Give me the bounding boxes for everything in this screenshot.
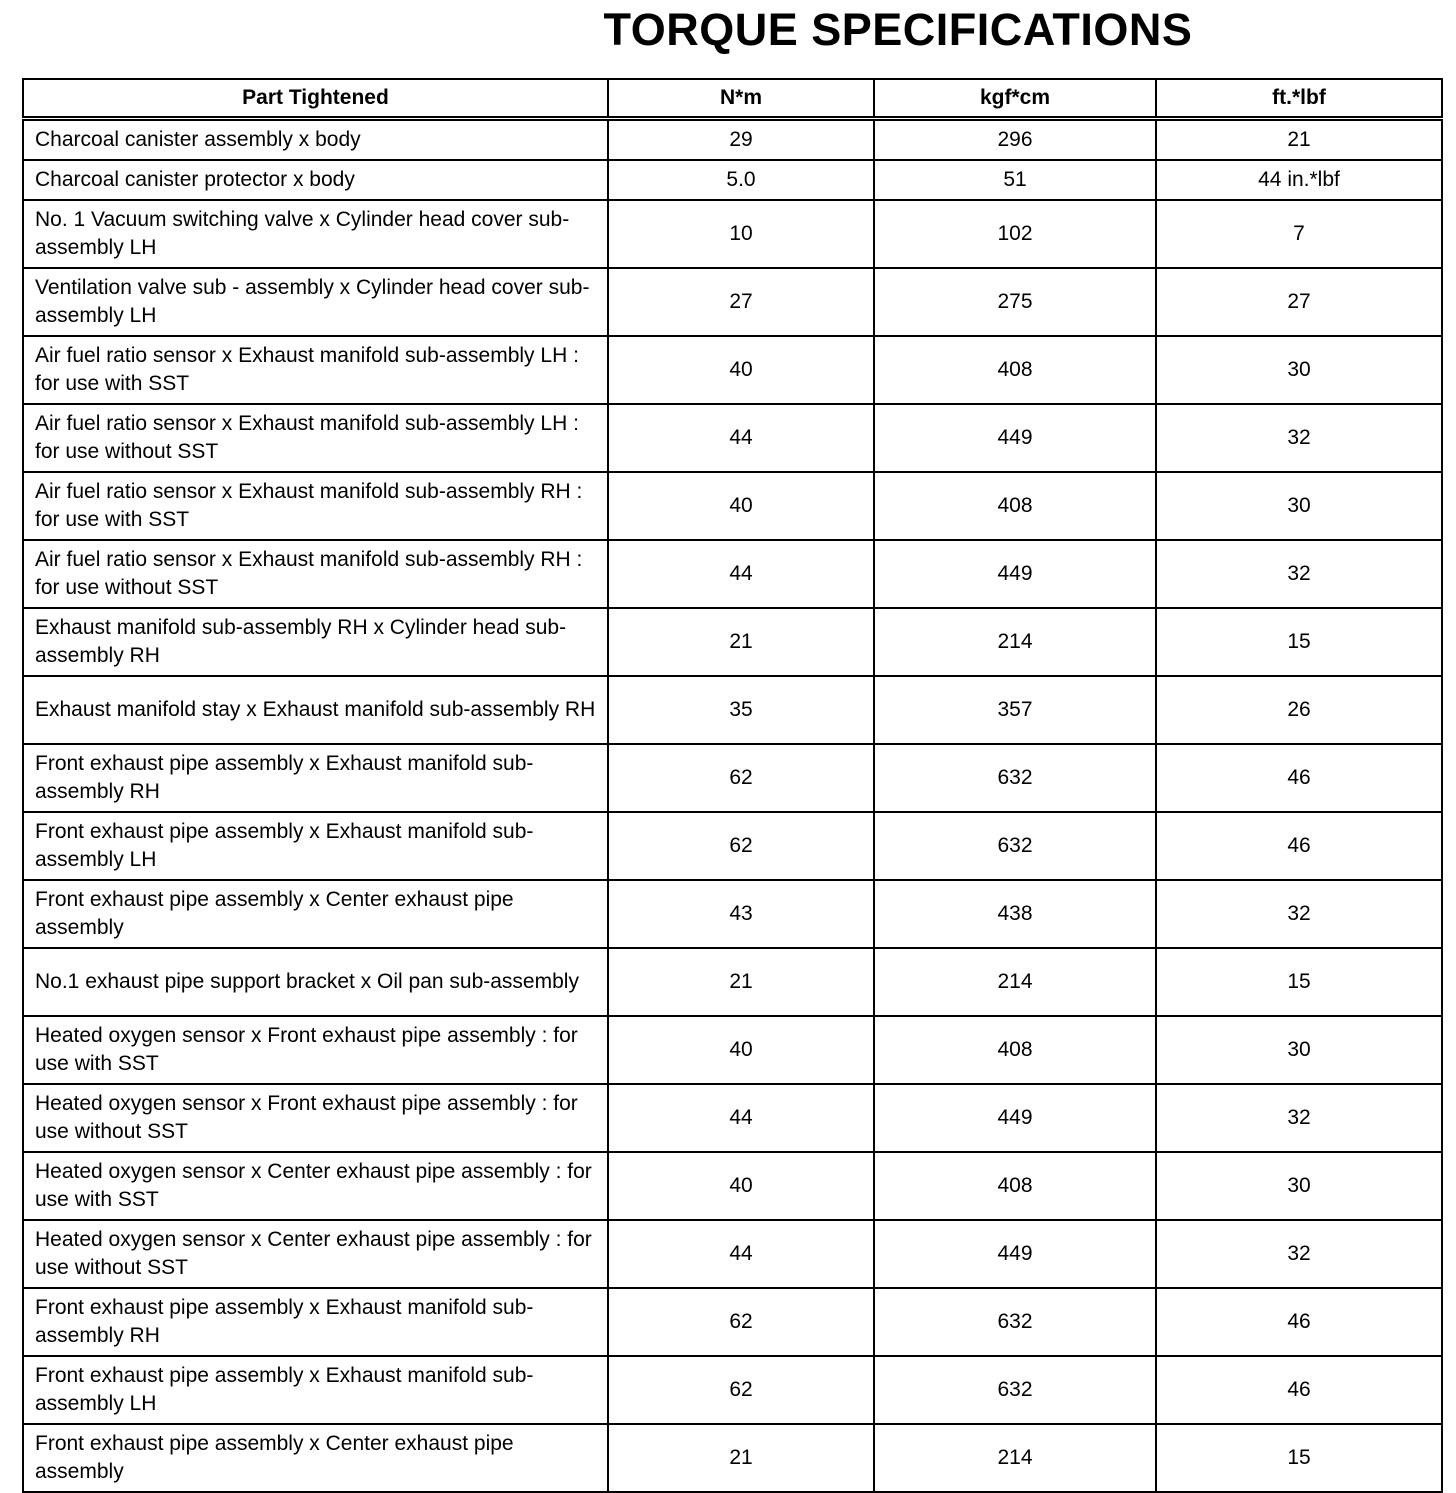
part-cell: Heated oxygen sensor x Center exhaust pipe assembly : for use without SST [23,1220,608,1288]
nm-cell: 43 [608,880,874,948]
table-header-row [23,79,1442,119]
part-cell: Charcoal canister protector x body [23,160,608,200]
nm-cell: 62 [608,812,874,880]
nm-cell: 29 [608,119,874,161]
nm-cell: 62 [608,1288,874,1356]
part-cell: Exhaust manifold stay x Exhaust manifold sub-assembly RH [23,676,608,744]
kgf-cell: 449 [874,1084,1156,1152]
table-row [23,880,1442,948]
kgf-cell: 632 [874,1356,1156,1424]
nm-cell: 44 [608,1084,874,1152]
ftlbf-cell: 32 [1156,1084,1442,1152]
nm-cell: 62 [608,744,874,812]
kgf-cell: 408 [874,1016,1156,1084]
part-cell: Ventilation valve sub - assembly x Cylinder head cover sub-assembly LH [23,268,608,336]
kgf-cell: 632 [874,1288,1156,1356]
part-cell: Front exhaust pipe assembly x Exhaust manifold sub-assembly RH [23,1288,608,1356]
ftlbf-cell: 32 [1156,1220,1442,1288]
ftlbf-cell: 44 in.*lbf [1156,160,1442,200]
ftlbf-cell: 30 [1156,1016,1442,1084]
kgf-cell: 408 [874,472,1156,540]
table-row [23,608,1442,676]
part-cell: Air fuel ratio sensor x Exhaust manifold sub-assembly LH : for use with SST [23,336,608,404]
table-row [23,1356,1442,1424]
ftlbf-cell: 15 [1156,608,1442,676]
table-row [23,336,1442,404]
kgf-cell: 357 [874,676,1156,744]
table-row [23,676,1442,744]
column-header-part: Part Tightened [23,79,608,119]
kgf-cell: 214 [874,1424,1156,1492]
page-title: TORQUE SPECIFICATIONS [603,4,1193,55]
part-cell: No.1 exhaust pipe support bracket x Oil pan sub-assembly [23,948,608,1016]
ftlbf-cell: 30 [1156,336,1442,404]
nm-cell: 44 [608,404,874,472]
part-cell: Air fuel ratio sensor x Exhaust manifold sub-assembly LH : for use without SST [23,404,608,472]
kgf-cell: 51 [874,160,1156,200]
kgf-cell: 214 [874,608,1156,676]
nm-cell: 40 [608,1016,874,1084]
nm-cell: 35 [608,676,874,744]
torque-spec-table [22,78,1443,1493]
ftlbf-cell: 30 [1156,472,1442,540]
nm-cell: 40 [608,472,874,540]
table-row [23,1084,1442,1152]
part-cell: Front exhaust pipe assembly x Exhaust manifold sub-assembly LH [23,812,608,880]
nm-cell: 40 [608,336,874,404]
ftlbf-cell: 21 [1156,119,1442,161]
ftlbf-cell: 46 [1156,1356,1442,1424]
ftlbf-cell: 32 [1156,880,1442,948]
kgf-cell: 275 [874,268,1156,336]
ftlbf-cell: 46 [1156,812,1442,880]
part-cell: Air fuel ratio sensor x Exhaust manifold sub-assembly RH : for use without SST [23,540,608,608]
table-row [23,268,1442,336]
table-row [23,119,1442,161]
table-row [23,540,1442,608]
table-row [23,812,1442,880]
part-cell: Front exhaust pipe assembly x Exhaust manifold sub-assembly RH [23,744,608,812]
part-cell: Charcoal canister assembly x body [23,119,608,161]
ftlbf-cell: 46 [1156,744,1442,812]
ftlbf-cell: 32 [1156,404,1442,472]
part-cell: No. 1 Vacuum switching valve x Cylinder head cover sub-assembly LH [23,200,608,268]
kgf-cell: 449 [874,1220,1156,1288]
part-cell: Heated oxygen sensor x Center exhaust pipe assembly : for use with SST [23,1152,608,1220]
table-row [23,1220,1442,1288]
table-row [23,1016,1442,1084]
kgf-cell: 214 [874,948,1156,1016]
nm-cell: 10 [608,200,874,268]
column-header-nm: N*m [608,79,874,119]
nm-cell: 44 [608,1220,874,1288]
ftlbf-cell: 26 [1156,676,1442,744]
nm-cell: 21 [608,1424,874,1492]
table-row [23,948,1442,1016]
part-cell: Air fuel ratio sensor x Exhaust manifold sub-assembly RH : for use with SST [23,472,608,540]
ftlbf-cell: 7 [1156,200,1442,268]
kgf-cell: 296 [874,119,1156,161]
kgf-cell: 408 [874,1152,1156,1220]
ftlbf-cell: 27 [1156,268,1442,336]
part-cell: Front exhaust pipe assembly x Center exhaust pipe assembly [23,1424,608,1492]
table-row [23,1152,1442,1220]
nm-cell: 5.0 [608,160,874,200]
ftlbf-cell: 32 [1156,540,1442,608]
nm-cell: 21 [608,948,874,1016]
kgf-cell: 449 [874,404,1156,472]
table-row [23,472,1442,540]
ftlbf-cell: 15 [1156,1424,1442,1492]
kgf-cell: 632 [874,812,1156,880]
kgf-cell: 632 [874,744,1156,812]
kgf-cell: 102 [874,200,1156,268]
table-row [23,160,1442,200]
column-header-kgf: kgf*cm [874,79,1156,119]
nm-cell: 40 [608,1152,874,1220]
kgf-cell: 408 [874,336,1156,404]
ftlbf-cell: 30 [1156,1152,1442,1220]
part-cell: Front exhaust pipe assembly x Exhaust manifold sub-assembly LH [23,1356,608,1424]
ftlbf-cell: 46 [1156,1288,1442,1356]
nm-cell: 27 [608,268,874,336]
table-row [23,200,1442,268]
nm-cell: 44 [608,540,874,608]
kgf-cell: 438 [874,880,1156,948]
column-header-ftlbf: ft.*lbf [1156,79,1442,119]
table-row [23,744,1442,812]
ftlbf-cell: 15 [1156,948,1442,1016]
table-row [23,404,1442,472]
part-cell: Front exhaust pipe assembly x Center exhaust pipe assembly [23,880,608,948]
part-cell: Heated oxygen sensor x Front exhaust pipe assembly : for use with SST [23,1016,608,1084]
kgf-cell: 449 [874,540,1156,608]
nm-cell: 21 [608,608,874,676]
part-cell: Heated oxygen sensor x Front exhaust pipe assembly : for use without SST [23,1084,608,1152]
nm-cell: 62 [608,1356,874,1424]
table-row [23,1288,1442,1356]
part-cell: Exhaust manifold sub-assembly RH x Cylinder head sub-assembly RH [23,608,608,676]
